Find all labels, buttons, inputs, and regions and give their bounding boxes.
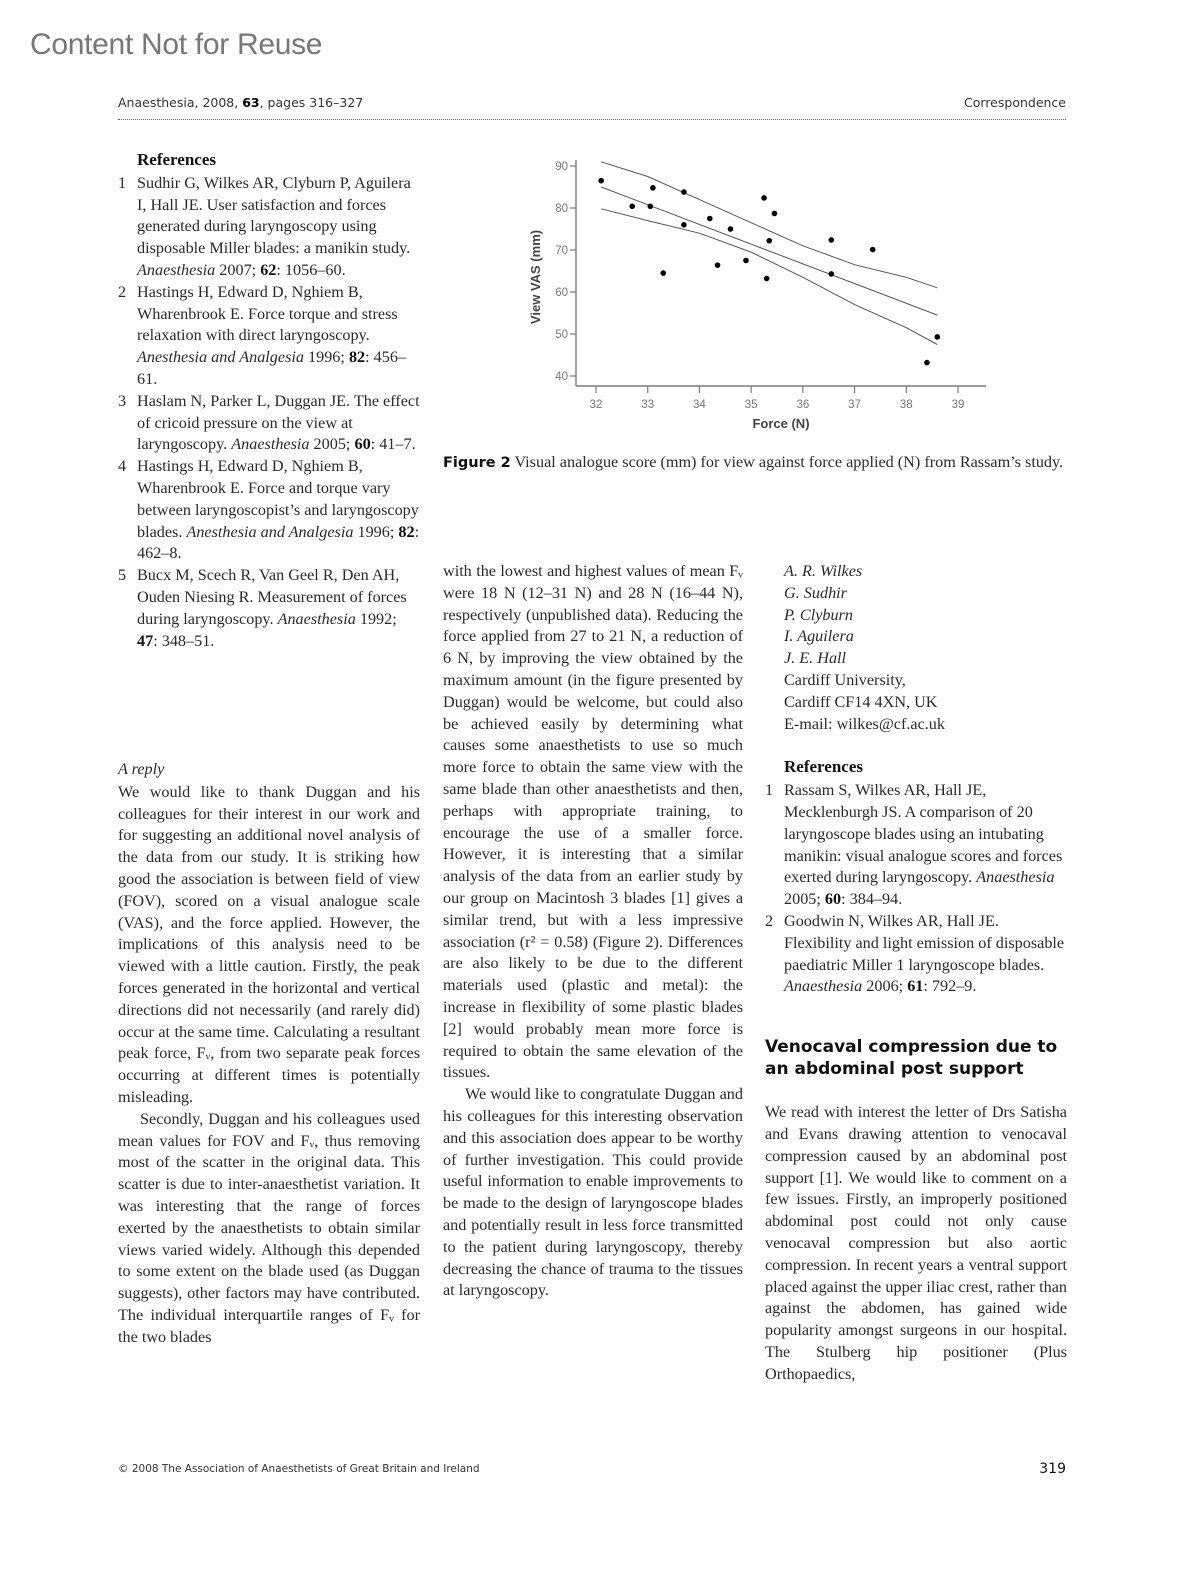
volume: 82 (398, 522, 415, 541)
reference-item (765, 911, 1067, 998)
x-tick-label: 39 (951, 399, 965, 411)
x-tick-label: 36 (796, 399, 810, 411)
reply-paragraph-2: Secondly, Duggan and his colleagues used mean values for FOV and Fᵥ, thus removing most of the scatter in the original data. This scatter is due to inter-anaesthetist variation. It was interesting that the range of forces exerted by the anaesthetists to obtain similar views varied widely. Although this depended to some extent on the blade used (as Duggan suggests), other factors may have contributed. The individual interquartile ranges of Fᵥ for the two blades (118, 1109, 420, 1346)
journal-name: Anaesthesia (976, 868, 1055, 887)
references-heading: References (137, 150, 216, 169)
data-point (629, 204, 635, 210)
y-tick-label: 90 (555, 161, 568, 173)
data-point (924, 360, 930, 366)
journal-citation: Anaesthesia, 2008, 63, pages 316–327 (118, 95, 364, 110)
reference-text: Hastings H, Edward D, Nghiem B, Wharenbrook E. Force torque and stress relaxation with direct laryngoscopy. Anesthesia and Analgesia 1996; 82: 456–61. (137, 282, 407, 388)
y-tick-label: 40 (555, 371, 568, 383)
reference-text: Goodwin N, Wilkes AR, Hall JE. Flexibility and light emission of disposable paediatric Miller 1 laryngoscope blades. Anaesthesia 2006; 61: 792–9. (784, 911, 1065, 996)
section-title: Venocaval compression due to an abdominal post support (765, 1037, 1058, 1080)
reply-section (118, 759, 420, 1349)
data-point (829, 271, 835, 277)
middle-column (443, 561, 743, 1302)
x-tick-label: 34 (693, 399, 706, 411)
left-references (118, 149, 420, 652)
data-point (650, 185, 656, 191)
x-tick-label: 33 (641, 399, 655, 411)
author-name: J. E. Hall (784, 649, 847, 668)
volume: 62 (260, 260, 277, 279)
data-point (766, 238, 772, 244)
author-name: P. Clyburn (784, 605, 853, 624)
journal-volume: 63 (242, 95, 260, 110)
page-number: 319 (1039, 1461, 1066, 1477)
volume: 47 (137, 631, 154, 650)
reference-number: 5 (118, 566, 127, 585)
scatter-chart (520, 148, 1000, 448)
x-tick-label: 35 (744, 399, 758, 411)
reference-text: Bucx M, Scech R, Van Geel R, Den AH, Ouden Niesing R. Measurement of forces during laryngoscopy. Anaesthesia 1992; 47: 348–51. (137, 566, 407, 650)
journal-name: Anaesthesia (137, 260, 216, 279)
data-point (761, 195, 767, 201)
volume: 60 (354, 435, 371, 454)
section-name: Correspondence (964, 95, 1066, 110)
data-point (648, 204, 654, 210)
reply-paragraph-1: We would like to thank Duggan and his colleagues for their interest in our work and for suggesting an additional novel analysis of the data from our study. It is striking how good the association is between field of view (FOV), scored on a visual analogue scale (VAS), and the force applied. However, the implications of this analysis need to be viewed with a little caution. Firstly, the peak forces generated in the horizontal and vertical directions did not necessarily (and rarely did) occur at the same time. Calculating a resultant peak force, Fᵥ, from two separate peak forces occurring at different times is potentially misleading. (118, 782, 420, 1106)
right-column (765, 561, 1067, 1386)
y-tick-label: 80 (555, 203, 568, 215)
journal-name: Anesthesia and Analgesia (186, 522, 354, 541)
x-tick-label: 32 (589, 399, 603, 411)
y-tick-label: 60 (555, 287, 568, 299)
journal-name: Anaesthesia (231, 435, 310, 454)
upper-confidence-band (601, 162, 937, 288)
reference-number: 1 (765, 781, 774, 800)
reference-item (118, 173, 420, 282)
affiliation-line: Cardiff University, (784, 670, 906, 689)
reference-item (118, 456, 420, 565)
x-tick-label: 37 (848, 399, 861, 411)
reference-number: 1 (118, 173, 127, 192)
reference-number: 4 (118, 457, 127, 476)
data-point (870, 247, 876, 253)
reference-number: 2 (765, 911, 774, 930)
author-name: A. R. Wilkes (784, 562, 863, 580)
data-point (598, 178, 604, 184)
page-footer (118, 1461, 1066, 1481)
data-point (707, 216, 713, 222)
venocaval-paragraph: We read with interest the letter of Drs Satisha and Evans drawing attention to venocaval compression caused by an abdominal post support [1]. We would like to comment on a few issues. Firstly, an improperly positioned abdominal post could not only cause venocaval compression but also aortic compression. In recent years a ventral support placed against the upper iliac crest, rather than against the abdomen, has gained wide popularity amongst surgeons in our hospital. The Stulberg hip positioner (Plus Orthopaedics, (765, 1103, 1067, 1383)
data-point (660, 270, 666, 276)
y-tick-label: 50 (555, 329, 568, 341)
copyright: © 2008 The Association of Anaesthetists of Great Britain and Ireland (118, 1463, 480, 1475)
figure-caption-text: Visual analogue score (mm) for view against force applied (N) from Rassam’s study. (510, 453, 1064, 471)
data-point (681, 222, 687, 228)
x-tick-label: 38 (899, 399, 913, 411)
reference-number: 2 (118, 282, 127, 301)
journal-name: Anaesthesia (277, 609, 356, 628)
volume: 82 (348, 348, 366, 367)
watermark: Content Not for Reuse (30, 28, 323, 61)
reference-text: Sudhir G, Wilkes AR, Clyburn P, Aguilera I, Hall JE. User satisfaction and forces generated during laryngoscopy using disposable Miller blades: a manikin study. Anaesthesia 2007; 62: 1056–60. (137, 173, 411, 279)
middle-paragraph-2: We would like to congratulate Duggan and his colleagues for this interesting observation and this association does appear to be worthy of further investigation. This could provide useful information to enable improvements to be made to the design of laryngoscope blades and potentially result in less force transmitted to the patient during laryngoscopy, thereby decreasing the chance of trauma to the tissues at laryngoscopy. (443, 1085, 743, 1300)
signature-block (765, 561, 1067, 735)
reference-number: 3 (118, 391, 127, 410)
figure-caption (443, 452, 1067, 474)
reference-item (118, 565, 420, 652)
reference-item (118, 391, 420, 456)
data-point (715, 262, 721, 268)
data-point (764, 276, 770, 282)
running-head (118, 95, 1066, 120)
data-point (743, 258, 749, 264)
x-axis-label: Force (N) (752, 416, 810, 431)
author-email: E-mail: wilkes@cf.ac.uk (784, 714, 945, 733)
journal-name: Anaesthesia (784, 977, 863, 996)
figure-label: Figure 2 (443, 455, 511, 471)
data-point (681, 189, 687, 195)
volume: 60 (824, 890, 842, 909)
reference-text: Rassam S, Wilkes AR, Hall JE, Mecklenburgh JS. A comparison of 20 laryngoscope blades using an intubating manikin: visual analogue scores and forces exerted during laryngoscopy. Anaesthesia 2005; 60: 384–94. (784, 781, 1063, 909)
journal-name: Anesthesia and Analgesia (137, 348, 304, 367)
data-point (772, 211, 778, 217)
data-point (829, 237, 835, 243)
author-name: I. Aguilera (784, 627, 854, 646)
data-point (728, 226, 734, 232)
references-heading-right: References (784, 757, 863, 777)
reference-item (765, 780, 1067, 911)
reference-text: Hastings H, Edward D, Nghiem B, Wharenbrook E. Force and torque vary between laryngoscopist’s and laryngoscopy blades. Anesthesia and Analgesia 1996; 82: 462–8. (137, 457, 420, 563)
y-axis-label: View VAS (mm) (528, 229, 543, 325)
lower-confidence-band (601, 209, 937, 345)
reply-title: A reply (118, 760, 165, 778)
volume: 61 (907, 977, 924, 996)
figure-2 (520, 148, 1000, 448)
y-tick-label: 70 (555, 245, 568, 257)
reference-text: Haslam N, Parker L, Duggan JE. The effect of cricoid pressure on the view at laryngoscopy. Anaesthesia 2005; 60: 41–7. (137, 391, 420, 454)
reference-item (118, 282, 420, 391)
data-point (935, 334, 941, 340)
affiliation-line: Cardiff CF14 4XN, UK (784, 692, 938, 711)
author-name: G. Sudhir (784, 583, 847, 602)
middle-paragraph-1: with the lowest and highest values of mean Fᵥ were 18 N (12–31 N) and 28 N (16–44 N), respectively (unpublished data). Reducing the force applied from 27 to 21 N, a reduction of 6 N, by improving the view obtained by the maximum amount (in the figure presented by Duggan) would be welcome, but could also be achieved easily by determining what causes some anaesthetists to use so much more force to obtain the same view with the same blade than other anaesthetists and then, perhaps with appropriate training, to encourage the use of a smaller force. However, it is interesting that a similar analysis of the data from an earlier study by our group on Macintosh 3 blades [1] gives a similar trend, but with a less impressive association (r² = 0.58) (Figure 2). Differences are also likely to be due to the different materials used (plastic and metal): the increase in flexibility of some plastic blades [2] would probably mean more force is required to obtain the same elevation of the tissues. (443, 562, 743, 1082)
